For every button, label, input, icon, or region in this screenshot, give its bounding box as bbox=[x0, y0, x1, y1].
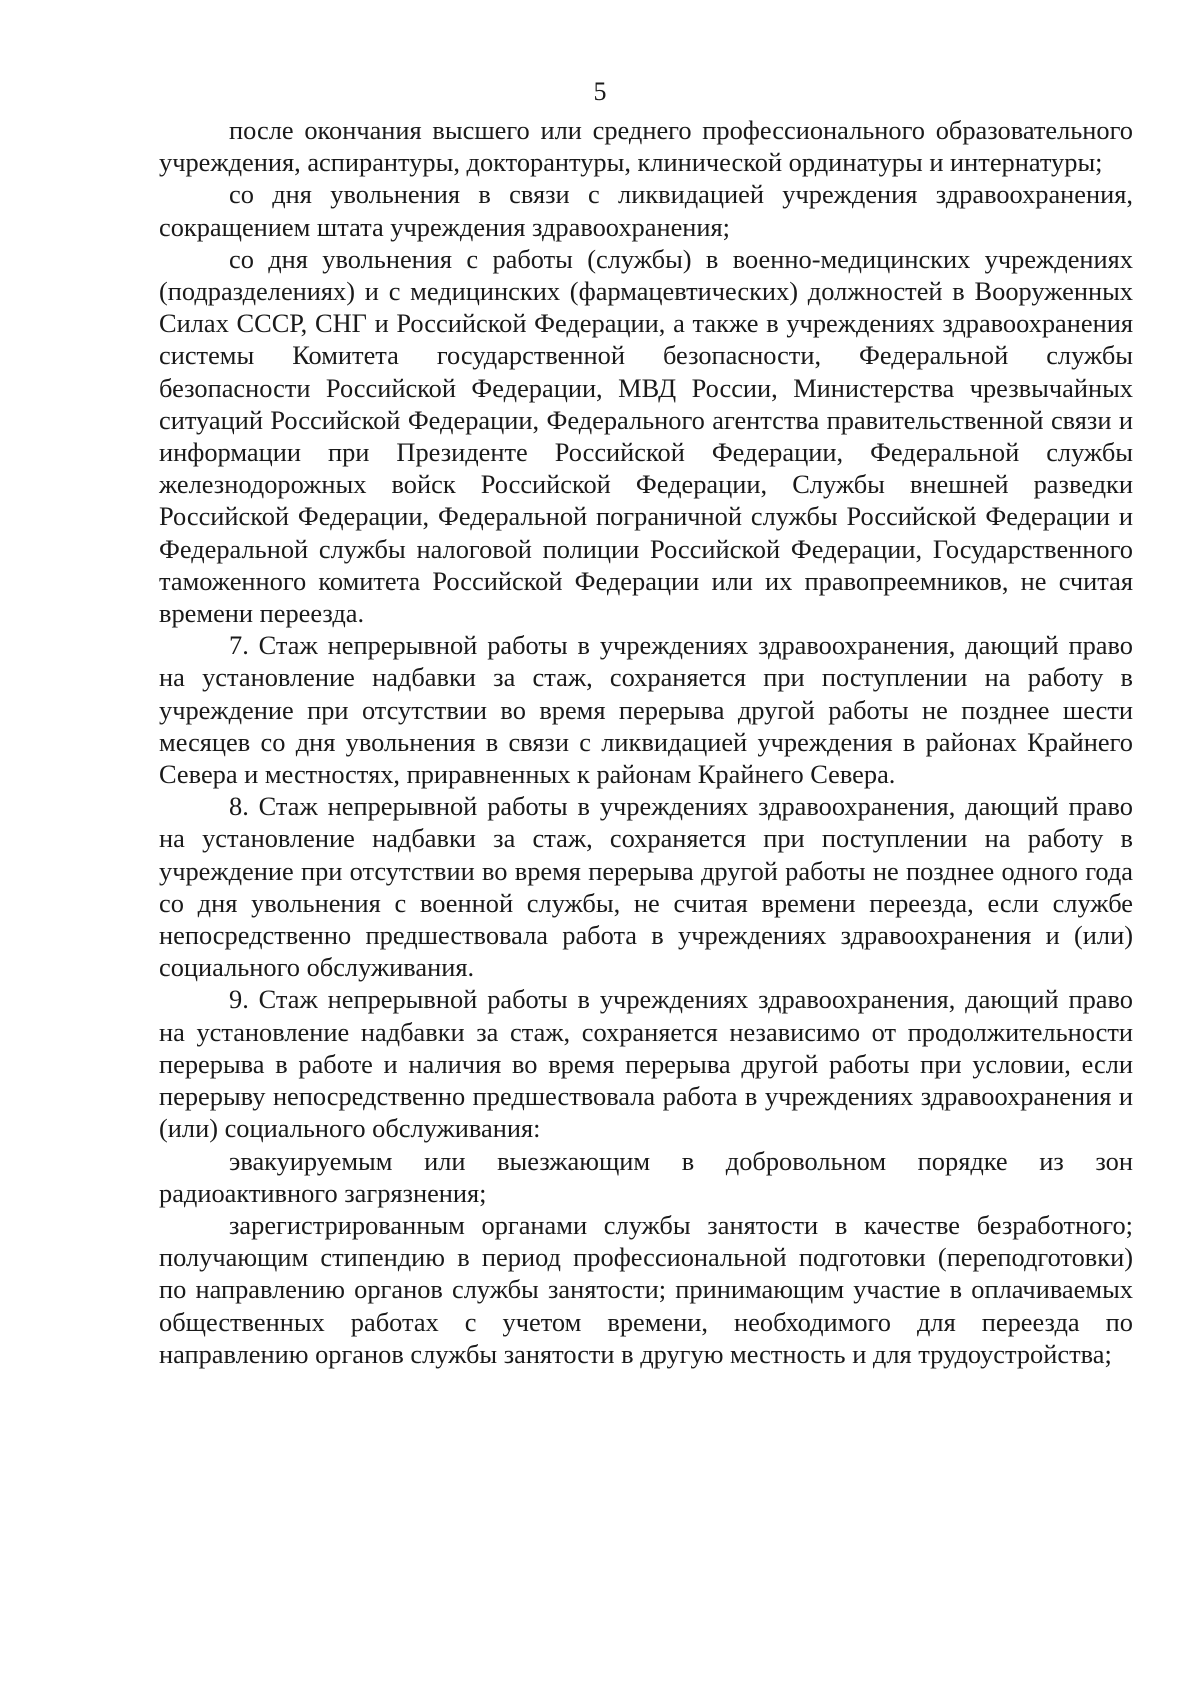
paragraph-unemployed: зарегистрированным органами службы занятости в качестве безработного; получающим стипендию в период профессиональной подготовки (переподготовки) по направлению органов службы занятости; принимающим участие в оплачиваемых общественных работах с учетом времени, необходимого для переезда по направлению органов службы занятости в другую местность и для трудоустройства; bbox=[159, 1209, 1133, 1369]
document-body bbox=[159, 114, 1133, 1370]
page-number: 5 bbox=[593, 77, 607, 106]
paragraph-clause-8: 8. Стаж непрерывной работы в учреждениях здравоохранения, дающий право на установление надбавки за стаж, сохраняется при поступлении на работу в учреждение при отсутствии во время перерыва другой работы не позднее одного года со дня увольнения с военной службы, не считая времени переезда, если службе непосредственно предшествовала работа в учреждениях здравоохранения и (или) социального обслуживания. bbox=[159, 791, 1133, 983]
paragraph-after-graduation: после окончания высшего или среднего профессионального образовательного учреждения, аспирантуры, докторантуры, клинической ординатуры и интернатуры; bbox=[159, 115, 1133, 178]
paragraph-clause-7: 7. Стаж непрерывной работы в учреждениях здравоохранения, дающий право на установление надбавки за стаж, сохраняется при поступлении на работу в учреждение при отсутствии во время перерыва другой работы не позднее шести месяцев со дня увольнения в связи с ликвидацией учреждения в районах Крайнего Севера и местностях, приравненных к районам Крайнего Севера. bbox=[159, 630, 1133, 790]
paragraph-military-medical-service: со дня увольнения с работы (службы) в военно-медицинских учреждениях (подразделениях) и с медицинских (фармацевтических) должностей в Вооруженных Силах СССР, СНГ и Российской Федерации, а также в учреждениях здравоохранения системы Комитета государственной безопасности, Федеральной службы безопасности Российской Федерации, МВД России, Министерства чрезвычайных ситуаций Российской Федерации, Федерального агентства правительственной связи и информации при Президенте Российской Федерации, Федеральной службы железнодорожных войск Российской Федерации, Службы внешней разведки Российской Федерации, Федеральной пограничной службы Российской Федерации и Федеральной службы налоговой полиции Российской Федерации, Государственного таможенного комитета Российской Федерации или их правопреемников, не считая времени переезда. bbox=[159, 243, 1133, 629]
paragraph-liquidation-dismissal: со дня увольнения в связи с ликвидацией учреждения здравоохранения, сокращением штата учреждения здравоохранения; bbox=[159, 179, 1133, 242]
paragraph-evacuated: эвакуируемым или выезжающим в добровольном порядке из зон радиоактивного загрязнения; bbox=[159, 1145, 1133, 1208]
paragraph-clause-9: 9. Стаж непрерывной работы в учреждениях здравоохранения, дающий право на установление надбавки за стаж, сохраняется независимо от продолжительности перерыва в работе и наличия во время перерыва другой работы при условии, если перерыву непосредственно предшествовала работа в учреждениях здравоохранения и (или) социального обслуживания: bbox=[159, 984, 1133, 1144]
